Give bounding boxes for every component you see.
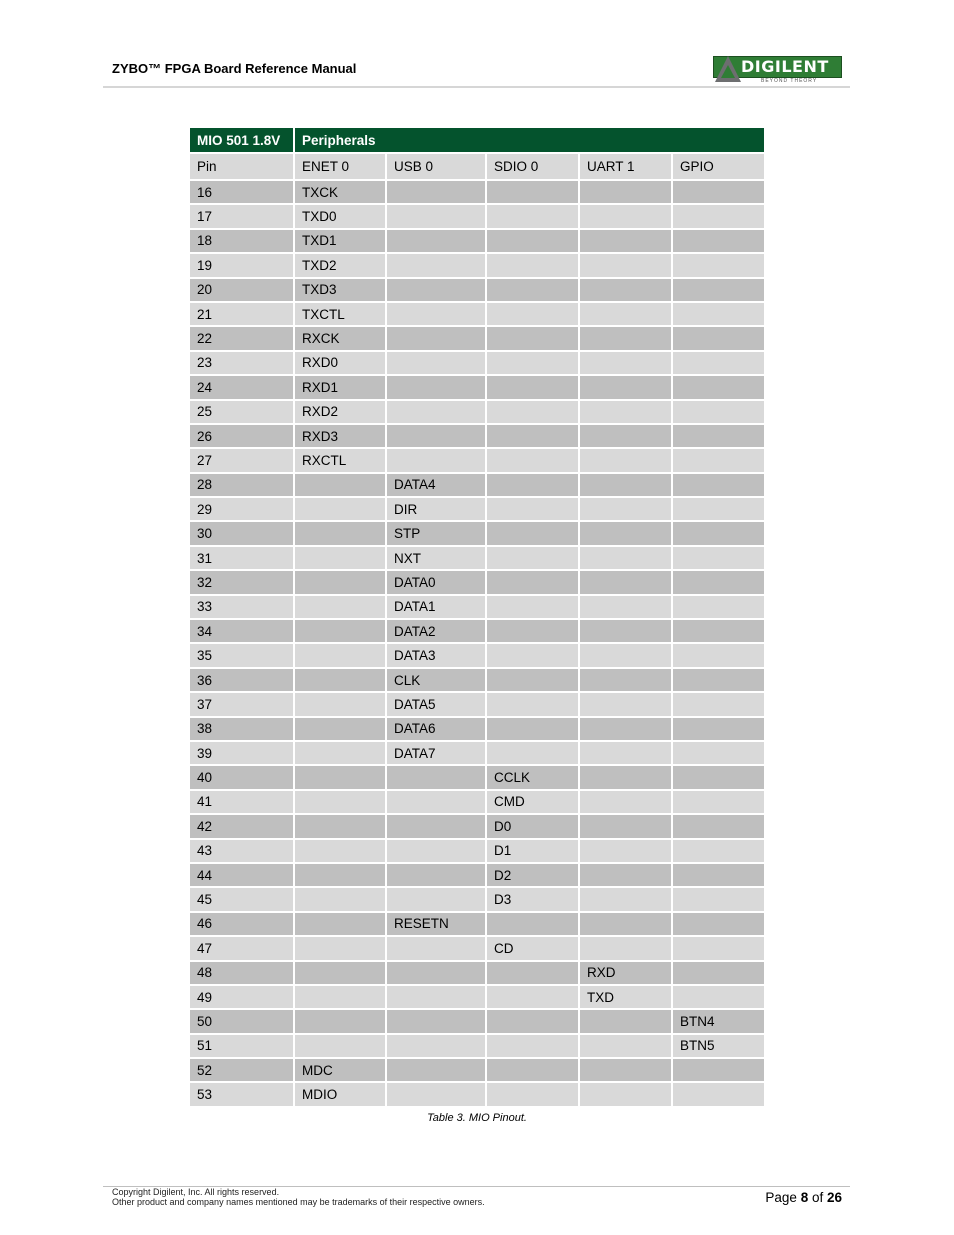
table-cell xyxy=(580,376,671,398)
table-cell xyxy=(487,376,578,398)
table-cell: 46 xyxy=(190,913,293,935)
table-cell: RXCTL xyxy=(295,449,385,471)
table-cell: 29 xyxy=(190,498,293,520)
table-cell xyxy=(487,644,578,666)
table-cell xyxy=(580,766,671,788)
table-row xyxy=(190,205,764,227)
table-row xyxy=(190,547,764,569)
table-cell: 20 xyxy=(190,279,293,301)
table-cell xyxy=(580,327,671,349)
column-header-pin: Pin xyxy=(190,154,293,179)
table-cell xyxy=(295,1010,385,1032)
table-cell: 30 xyxy=(190,522,293,544)
table-cell: 24 xyxy=(190,376,293,398)
table-cell xyxy=(673,474,764,496)
table-cell: 19 xyxy=(190,254,293,276)
table-group-header-row xyxy=(190,128,764,152)
table-cell xyxy=(487,327,578,349)
table-cell xyxy=(580,596,671,618)
table-cell xyxy=(580,425,671,447)
table-cell: 45 xyxy=(190,888,293,910)
table-cell xyxy=(673,522,764,544)
table-cell xyxy=(580,401,671,423)
table-cell xyxy=(295,522,385,544)
table-cell xyxy=(673,644,764,666)
table-row xyxy=(190,888,764,910)
table-cell xyxy=(487,962,578,984)
table-cell xyxy=(673,1083,764,1105)
table-cell: DATA0 xyxy=(387,571,485,593)
table-cell: MDC xyxy=(295,1059,385,1081)
table-cell: 53 xyxy=(190,1083,293,1105)
table-row xyxy=(190,352,764,374)
table-cell: RXD2 xyxy=(295,401,385,423)
page-total: 26 xyxy=(826,1190,842,1205)
table-row xyxy=(190,815,764,837)
table-cell xyxy=(487,1035,578,1057)
table-row xyxy=(190,937,764,959)
table-cell xyxy=(295,791,385,813)
table-cell xyxy=(580,449,671,471)
table-cell xyxy=(387,840,485,862)
table-cell: DATA7 xyxy=(387,742,485,764)
table-cell xyxy=(387,205,485,227)
table-cell xyxy=(673,718,764,740)
table-cell xyxy=(487,571,578,593)
table-cell xyxy=(387,1010,485,1032)
table-cell xyxy=(487,1010,578,1032)
table-cell xyxy=(580,522,671,544)
table-cell xyxy=(580,205,671,227)
table-cell xyxy=(673,205,764,227)
table-cell xyxy=(673,791,764,813)
page-current: 8 xyxy=(800,1190,809,1205)
table-cell xyxy=(387,279,485,301)
table-cell xyxy=(487,303,578,325)
table-cell xyxy=(295,693,385,715)
group-header-peripherals: Peripherals xyxy=(295,128,764,152)
table-cell: 48 xyxy=(190,962,293,984)
table-cell xyxy=(673,425,764,447)
table-cell xyxy=(673,620,764,642)
table-cell xyxy=(387,327,485,349)
table-cell xyxy=(387,303,485,325)
table-cell xyxy=(673,376,764,398)
table-row xyxy=(190,962,764,984)
table-cell: RXD0 xyxy=(295,352,385,374)
logo-tagline: BEYOND THEORY xyxy=(761,78,818,84)
table-cell xyxy=(387,401,485,423)
table-caption: Table 3. MIO Pinout. xyxy=(427,1112,527,1124)
table-cell xyxy=(487,449,578,471)
table-cell xyxy=(487,181,578,203)
table-cell: 42 xyxy=(190,815,293,837)
table-cell xyxy=(580,620,671,642)
table-row xyxy=(190,766,764,788)
table-cell xyxy=(487,401,578,423)
table-cell: DATA4 xyxy=(387,474,485,496)
table-cell xyxy=(673,669,764,691)
table-cell xyxy=(487,547,578,569)
table-cell xyxy=(580,693,671,715)
column-header-sdio0: SDIO 0 xyxy=(487,154,578,179)
column-header-enet0: ENET 0 xyxy=(295,154,385,179)
table-cell xyxy=(580,1035,671,1057)
table-row xyxy=(190,449,764,471)
table-cell xyxy=(673,230,764,252)
table-cell xyxy=(487,742,578,764)
table-cell xyxy=(487,279,578,301)
table-cell xyxy=(387,1035,485,1057)
table-cell xyxy=(295,669,385,691)
table-cell xyxy=(580,254,671,276)
table-cell xyxy=(487,230,578,252)
table-cell xyxy=(673,937,764,959)
table-cell xyxy=(580,181,671,203)
table-row xyxy=(190,1035,764,1057)
table-cell: DIR xyxy=(387,498,485,520)
table-cell xyxy=(387,352,485,374)
table-cell xyxy=(295,571,385,593)
table-cell xyxy=(673,352,764,374)
table-row xyxy=(190,1083,764,1105)
table-cell xyxy=(387,888,485,910)
table-row xyxy=(190,1010,764,1032)
table-cell xyxy=(673,693,764,715)
table-cell xyxy=(387,864,485,886)
table-cell xyxy=(580,352,671,374)
table-body xyxy=(190,181,764,1106)
table-cell xyxy=(387,962,485,984)
table-cell xyxy=(295,766,385,788)
table-cell: 37 xyxy=(190,693,293,715)
table-cell: 50 xyxy=(190,1010,293,1032)
table-row xyxy=(190,644,764,666)
table-cell xyxy=(580,864,671,886)
table-cell xyxy=(673,571,764,593)
table-cell: 32 xyxy=(190,571,293,593)
table-cell xyxy=(673,766,764,788)
table-cell xyxy=(295,888,385,910)
logo-triangle-inner xyxy=(721,65,735,78)
table-cell xyxy=(295,718,385,740)
table-row xyxy=(190,498,764,520)
table-row xyxy=(190,669,764,691)
table-row xyxy=(190,840,764,862)
table-row xyxy=(190,230,764,252)
document-title: ZYBO™ FPGA Board Reference Manual xyxy=(112,61,357,76)
table-cell xyxy=(295,937,385,959)
table-cell xyxy=(580,742,671,764)
table-cell xyxy=(387,815,485,837)
table-cell: 23 xyxy=(190,352,293,374)
table-cell: CLK xyxy=(387,669,485,691)
table-cell xyxy=(387,449,485,471)
table-cell: D0 xyxy=(487,815,578,837)
table-cell: MDIO xyxy=(295,1083,385,1105)
table-cell xyxy=(580,1059,671,1081)
table-cell xyxy=(673,498,764,520)
footer-legal xyxy=(112,1187,485,1207)
column-header-gpio: GPIO xyxy=(673,154,764,179)
table-cell xyxy=(487,913,578,935)
table-cell xyxy=(487,205,578,227)
table-cell: TXD xyxy=(580,986,671,1008)
table-cell xyxy=(387,986,485,1008)
table-cell: D2 xyxy=(487,864,578,886)
table-cell: 16 xyxy=(190,181,293,203)
table-cell xyxy=(387,791,485,813)
table-row xyxy=(190,913,764,935)
table-cell xyxy=(673,181,764,203)
table-row xyxy=(190,376,764,398)
table-cell: 21 xyxy=(190,303,293,325)
table-cell xyxy=(487,522,578,544)
group-header-mio: MIO 501 1.8V xyxy=(190,128,293,152)
table-cell: 26 xyxy=(190,425,293,447)
table-cell xyxy=(580,1010,671,1032)
table-cell xyxy=(387,1059,485,1081)
table-cell: 49 xyxy=(190,986,293,1008)
table-cell: TXD3 xyxy=(295,279,385,301)
table-cell xyxy=(295,742,385,764)
table-cell: 41 xyxy=(190,791,293,813)
table-cell xyxy=(295,620,385,642)
table-cell: CD xyxy=(487,937,578,959)
table-cell: 39 xyxy=(190,742,293,764)
table-cell: DATA2 xyxy=(387,620,485,642)
table-cell: 28 xyxy=(190,474,293,496)
table-row xyxy=(190,986,764,1008)
table-cell: DATA1 xyxy=(387,596,485,618)
table-cell: RXD xyxy=(580,962,671,984)
table-cell: 35 xyxy=(190,644,293,666)
table-cell xyxy=(673,913,764,935)
table-cell xyxy=(580,474,671,496)
table-cell xyxy=(673,327,764,349)
table-row xyxy=(190,864,764,886)
table-cell xyxy=(673,254,764,276)
table-cell: 33 xyxy=(190,596,293,618)
table-cell xyxy=(673,864,764,886)
table-cell xyxy=(580,840,671,862)
table-cell xyxy=(580,791,671,813)
table-cell xyxy=(295,547,385,569)
table-cell xyxy=(673,840,764,862)
table-cell xyxy=(295,986,385,1008)
table-cell xyxy=(673,449,764,471)
column-header-uart1: UART 1 xyxy=(580,154,671,179)
table-row xyxy=(190,1059,764,1081)
table-row xyxy=(190,327,764,349)
table-cell xyxy=(487,1059,578,1081)
table-cell: 40 xyxy=(190,766,293,788)
table-cell xyxy=(295,864,385,886)
table-cell xyxy=(487,254,578,276)
table-cell: RXD1 xyxy=(295,376,385,398)
table-cell xyxy=(580,303,671,325)
table-cell: 38 xyxy=(190,718,293,740)
table-cell xyxy=(295,644,385,666)
table-cell: DATA3 xyxy=(387,644,485,666)
table-cell: RXCK xyxy=(295,327,385,349)
table-cell: 22 xyxy=(190,327,293,349)
table-cell xyxy=(387,937,485,959)
table-cell: CCLK xyxy=(487,766,578,788)
table-cell xyxy=(487,1083,578,1105)
table-cell xyxy=(295,596,385,618)
table-cell xyxy=(673,401,764,423)
table-row xyxy=(190,596,764,618)
table-cell: RESETN xyxy=(387,913,485,935)
table-cell: BTN5 xyxy=(673,1035,764,1057)
table-cell xyxy=(580,937,671,959)
table-cell xyxy=(295,1035,385,1057)
table-cell xyxy=(295,840,385,862)
table-cell xyxy=(295,474,385,496)
footer-trademark: Other product and company names mentioned may be trademarks of their respective owners. xyxy=(112,1197,485,1207)
table-cell xyxy=(673,303,764,325)
table-cell: 52 xyxy=(190,1059,293,1081)
table-cell xyxy=(387,425,485,447)
table-cell xyxy=(295,815,385,837)
table-cell xyxy=(387,254,485,276)
table-cell xyxy=(673,547,764,569)
table-column-header-row xyxy=(190,154,764,179)
table-row xyxy=(190,571,764,593)
table-cell xyxy=(387,181,485,203)
table-cell xyxy=(580,669,671,691)
table-cell xyxy=(580,547,671,569)
table-row xyxy=(190,303,764,325)
table-cell: 25 xyxy=(190,401,293,423)
table-cell xyxy=(673,1059,764,1081)
table-cell: BTN4 xyxy=(673,1010,764,1032)
table-cell xyxy=(295,913,385,935)
footer-copyright: Copyright Digilent, Inc. All rights reserved. xyxy=(112,1187,280,1197)
table-cell xyxy=(580,644,671,666)
table-row xyxy=(190,181,764,203)
table-cell xyxy=(487,669,578,691)
table-cell: TXD0 xyxy=(295,205,385,227)
table-cell xyxy=(673,888,764,910)
table-cell: DATA6 xyxy=(387,718,485,740)
table-row xyxy=(190,474,764,496)
table-cell xyxy=(487,693,578,715)
table-cell: CMD xyxy=(487,791,578,813)
table-cell: 51 xyxy=(190,1035,293,1057)
table-cell: TXD1 xyxy=(295,230,385,252)
table-row xyxy=(190,718,764,740)
page-of: of xyxy=(808,1190,827,1205)
table-cell xyxy=(387,376,485,398)
table-cell: 31 xyxy=(190,547,293,569)
page-number xyxy=(765,1190,842,1205)
table-cell: STP xyxy=(387,522,485,544)
table-cell xyxy=(580,571,671,593)
table-cell xyxy=(673,596,764,618)
table-cell xyxy=(487,620,578,642)
table-row xyxy=(190,620,764,642)
mio-pinout-table xyxy=(188,126,766,1108)
table-cell xyxy=(387,766,485,788)
table-cell xyxy=(580,815,671,837)
table-cell xyxy=(580,230,671,252)
table-cell xyxy=(295,962,385,984)
digilent-logo xyxy=(713,56,842,86)
table-cell xyxy=(580,888,671,910)
table-cell: 18 xyxy=(190,230,293,252)
table-row xyxy=(190,254,764,276)
table-cell xyxy=(673,279,764,301)
table-cell: TXD2 xyxy=(295,254,385,276)
table-row xyxy=(190,425,764,447)
table-cell: TXCTL xyxy=(295,303,385,325)
table-cell: 17 xyxy=(190,205,293,227)
table-row xyxy=(190,693,764,715)
table-cell xyxy=(487,596,578,618)
table-cell xyxy=(487,718,578,740)
table-cell: NXT xyxy=(387,547,485,569)
table-cell xyxy=(580,913,671,935)
table-cell xyxy=(487,498,578,520)
table-cell: 43 xyxy=(190,840,293,862)
table-cell: RXD3 xyxy=(295,425,385,447)
table-row xyxy=(190,401,764,423)
header-divider xyxy=(103,86,850,88)
table-cell xyxy=(387,1083,485,1105)
page-prefix: Page xyxy=(765,1190,801,1205)
table-cell: D3 xyxy=(487,888,578,910)
table-row xyxy=(190,791,764,813)
table-cell: DATA5 xyxy=(387,693,485,715)
table-row xyxy=(190,742,764,764)
table-cell xyxy=(673,742,764,764)
column-header-usb0: USB 0 xyxy=(387,154,485,179)
table-cell xyxy=(673,962,764,984)
table-cell xyxy=(487,474,578,496)
table-cell: D1 xyxy=(487,840,578,862)
table-row xyxy=(190,522,764,544)
table-cell: 27 xyxy=(190,449,293,471)
table-row xyxy=(190,279,764,301)
table-cell: 36 xyxy=(190,669,293,691)
table-cell: 34 xyxy=(190,620,293,642)
table-cell xyxy=(487,352,578,374)
table-cell xyxy=(580,279,671,301)
table-cell: TXCK xyxy=(295,181,385,203)
logo-text: DIGILENT xyxy=(741,57,829,76)
table-cell: 44 xyxy=(190,864,293,886)
table-cell: 47 xyxy=(190,937,293,959)
table-cell xyxy=(673,986,764,1008)
table-cell xyxy=(580,1083,671,1105)
table-cell xyxy=(387,230,485,252)
table-cell xyxy=(295,498,385,520)
table-cell xyxy=(487,986,578,1008)
table-cell xyxy=(580,718,671,740)
table-cell xyxy=(673,815,764,837)
table-cell xyxy=(487,425,578,447)
table-cell xyxy=(580,498,671,520)
